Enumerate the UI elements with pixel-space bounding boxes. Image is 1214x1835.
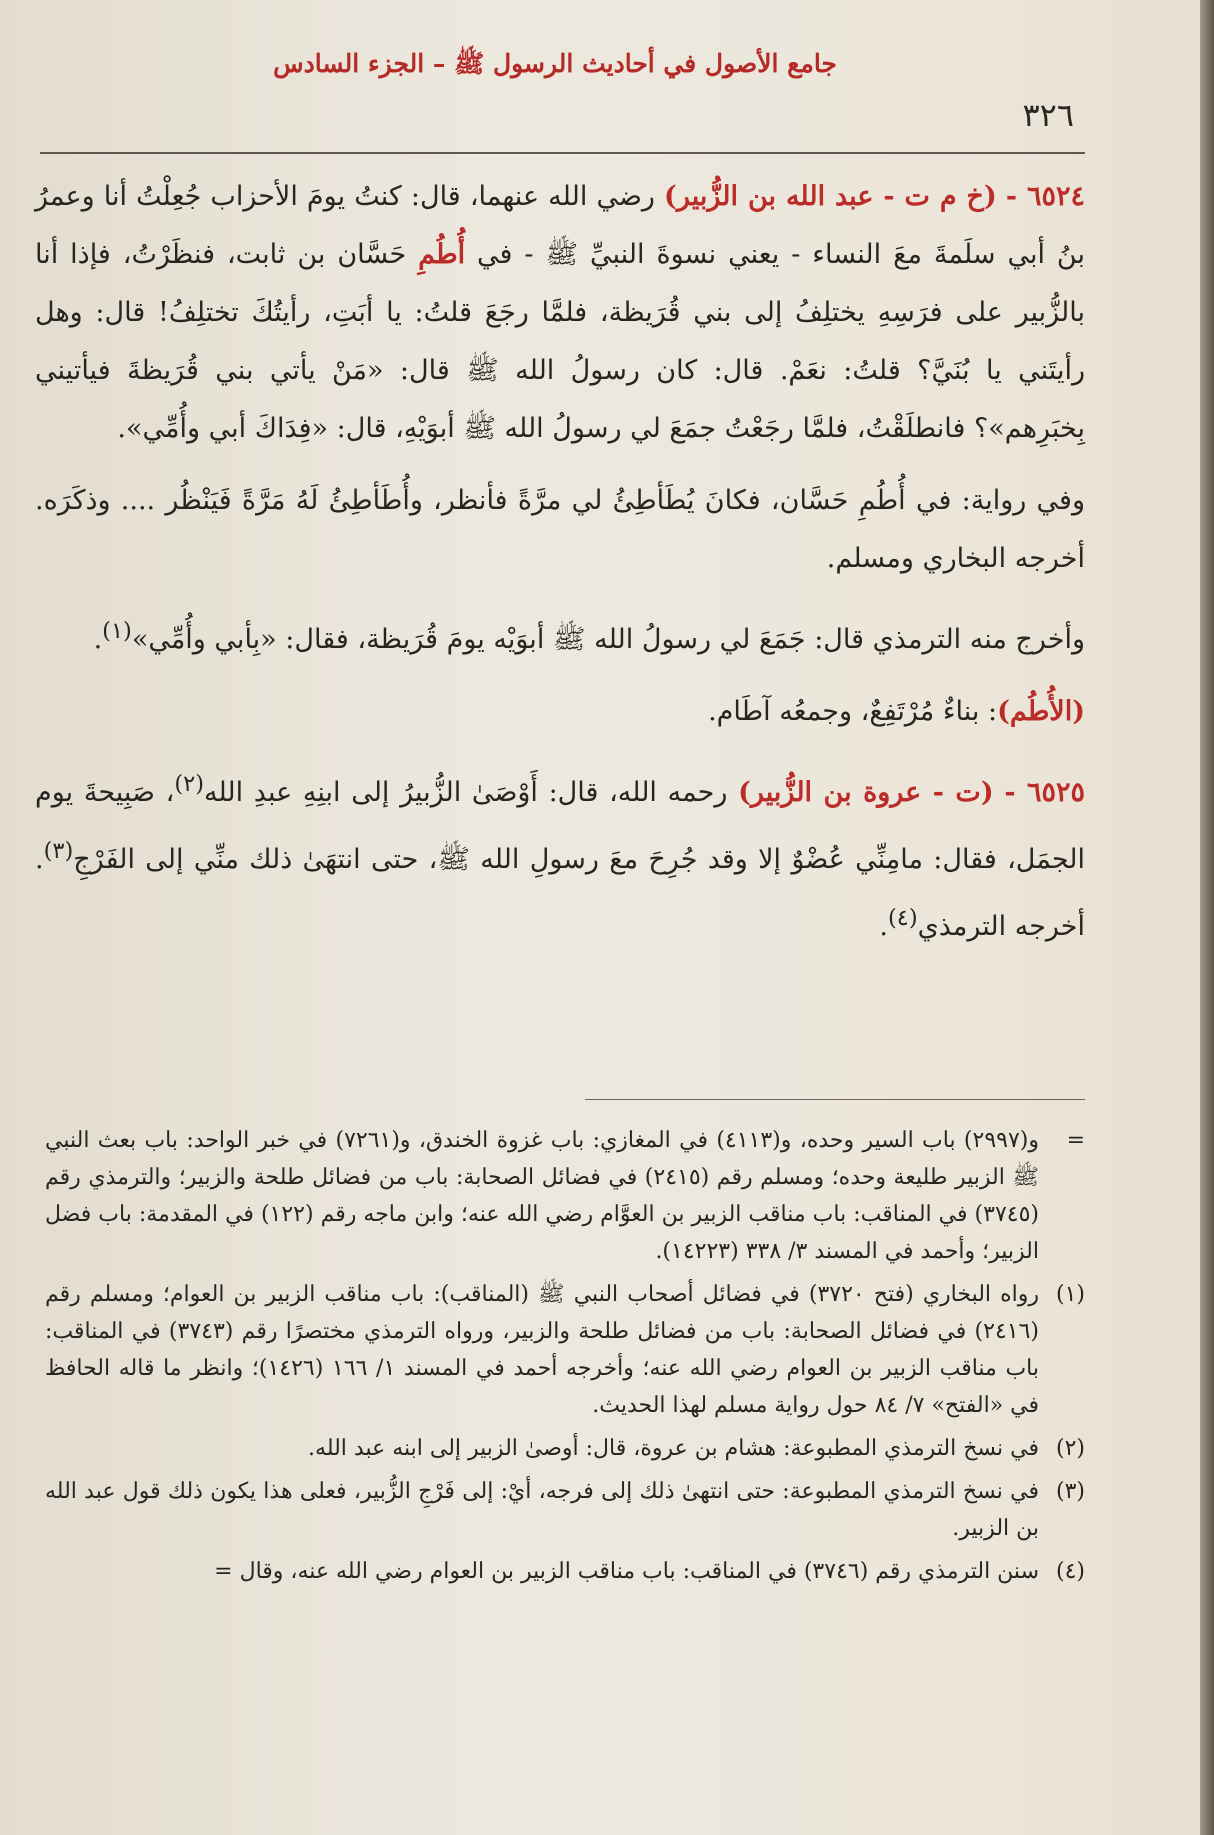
tirmidhi-text: وأخرج منه الترمذي قال: جَمَعَ لي رسولُ الله ﷺ أبوَيْه يومَ قُرَيظة، فقال: «بِأبي وأُمِّي» [131, 624, 1085, 655]
footnote-number: = [1066, 1128, 1085, 1153]
glossary-term: (الأُطُم) [997, 696, 1085, 727]
riwaya-paragraph: وفي رواية: في أُطُمِ حَسَّان، فكانَ يُطَأطِئُ لي مرَّةً فأنظر، وأُطَأطِئُ لَهُ مَرَّةً فَيَنْظُر .... وذكَرَه. أخرجه البخاري ومسلم. [35, 485, 1085, 574]
footnote [45, 1473, 1085, 1547]
hadith-text: . أخرجه الترمذي [35, 844, 1085, 942]
footnote-text: في نسخ الترمذي المطبوعة: حتى انتهىٰ ذلك إلى فرجه، أيْ: إلى فَرْجِ الزُّبير، فعلى هذا يكون ذلك قول عبد الله بن الزبير. [45, 1479, 1039, 1541]
hadith-number: ٦٥٢٤ - [1005, 181, 1085, 212]
footnote-text: و(٢٩٩٧) باب السير وحده، و(٤١١٣) في المغازي: باب غزوة الخندق، و(٧٢٦١) في خبر الواحد: باب بعث النبي ﷺ الزبير طليعة وحده؛ ومسلم رقم (٢٤١٥) في فضائل الصحابة: باب من فضائل طلحة والزبير؛ والترمذي رقم (٣٧٤٥) في المناقب: باب مناقب الزبير بن العوَّام رضي الله عنه؛ وابن ماجه رقم (١٢٢) في المقدمة: باب فضل الزبير؛ وأحمد في المسند ٣/ ٣٣٨ (١٤٢٢٣). [45, 1128, 1039, 1264]
footnote-mark: (١) [102, 618, 132, 644]
footnote [45, 1122, 1085, 1270]
book-spine [1200, 0, 1214, 1835]
footnotes [45, 1122, 1085, 1596]
footnote-text: سنن الترمذي رقم (٣٧٤٦) في المناقب: باب مناقب الزبير بن العوام رضي الله عنه، وقال = [214, 1559, 1039, 1584]
hadith-number: ٦٥٢٥ - [1004, 777, 1086, 808]
footnote-divider [585, 1099, 1085, 1100]
footnote [45, 1553, 1085, 1590]
footnote [45, 1276, 1085, 1424]
footnote-mark: (٣) [43, 838, 74, 864]
footnote-number: (٢) [1055, 1436, 1085, 1461]
glossary-paragraph [35, 683, 1085, 741]
hadith-source: (ت - عروة بن الزُّبير) [738, 777, 994, 808]
hadith-text: ، صَبِيحةَ يوم الجمَل، فقال: مامِنِّي عُضْوٌ إلا وقد جُرِحَ معَ رسولِ الله ﷺ، حتى انتهَىٰ ذلك منِّي إلى الفَرْجِ [35, 777, 1085, 875]
hadith-end: . [879, 911, 888, 942]
hadith-text: حَسَّان بن ثابت، فنظَرْتُ، فإذا أنا بالزُّبير على فرَسِهِ يختلِفُ إلى بني قُرَيظة، فلمَّا رجَعَ قلتُ: يا أبَتِ، رأيتُكَ تختلِفُ! قال: وهل رأيتَني يا بُنَيَّ؟ قلتُ: نعَمْ. قال: كان رسولُ الله ﷺ قال: «مَنْ يأتي بني قُرَيظةَ فيأتيني بِخبَرِهم»؟ فانطلَقْتُ، فلمَّا رجَعْتُ جمَعَ لي رسولُ الله ﷺ أبوَيْهِ، قال: «فِدَاكَ أبي وأُمِّي». [35, 239, 1085, 444]
footnote-mark: (٤) [887, 905, 918, 931]
footnote-number: (٤) [1055, 1559, 1085, 1584]
hadith-text: رحمه الله، قال: أَوْصَىٰ الزُّبيرُ إلى ابنِهِ عبدِ الله [204, 777, 728, 808]
tirmidhi-end: . [93, 624, 103, 655]
tirmidhi-paragraph [35, 602, 1085, 669]
main-text [35, 168, 1085, 970]
header-divider [40, 152, 1085, 154]
footnote-text: رواه البخاري (فتح ٣٧٢٠) في فضائل أصحاب النبي ﷺ (المناقب): باب مناقب الزبير بن العوام؛ ومسلم رقم (٢٤١٦) في فضائل الصحابة: باب من فضائل طلحة والزبير، ورواه الترمذي مختصرًا رقم (٣٧٤٣) في المناقب: باب مناقب الزبير بن العوام رضي الله عنه؛ وأخرجه أحمد في المسند ١/ ١٦٦ (١٤٢٦)؛ وانظر ما قاله الحافظ في «الفتح» ٧/ ٨٤ حول رواية مسلم لهذا الحديث. [45, 1282, 1040, 1418]
hadith-text: رضي الله عنهما، قال: كنتُ يومَ الأحزاب جُعِلْتُ أنا وعمرُ بنُ أبي سلَمةَ معَ النساء - يعني نسوةَ النبيِّ ﷺ - في [35, 181, 1085, 270]
page-number: ٣٢٦ [1022, 96, 1074, 134]
hadith-6524 [35, 168, 1085, 458]
footnote-number: (١) [1055, 1282, 1085, 1307]
glossary-text: : بناءٌ مُرْتَفِعٌ، وجمعُه آطَام. [708, 696, 998, 727]
footnote-mark: (٢) [174, 771, 204, 797]
footnote-number: (٣) [1055, 1479, 1085, 1504]
hadith-source: (خ م ت - عبد الله بن الزُّبير) [664, 181, 997, 212]
hadith-6525 [35, 755, 1085, 956]
glossary-term: أُطُمِ [418, 239, 466, 270]
footnote-text: في نسخ الترمذي المطبوعة: هشام بن عروة، قال: أوصىٰ الزبير إلى ابنه عبد الله. [308, 1436, 1039, 1461]
running-header-title: جامع الأصول في أحاديث الرسول ﷺ – الجزء السادس [273, 49, 837, 78]
footnote [45, 1430, 1085, 1467]
